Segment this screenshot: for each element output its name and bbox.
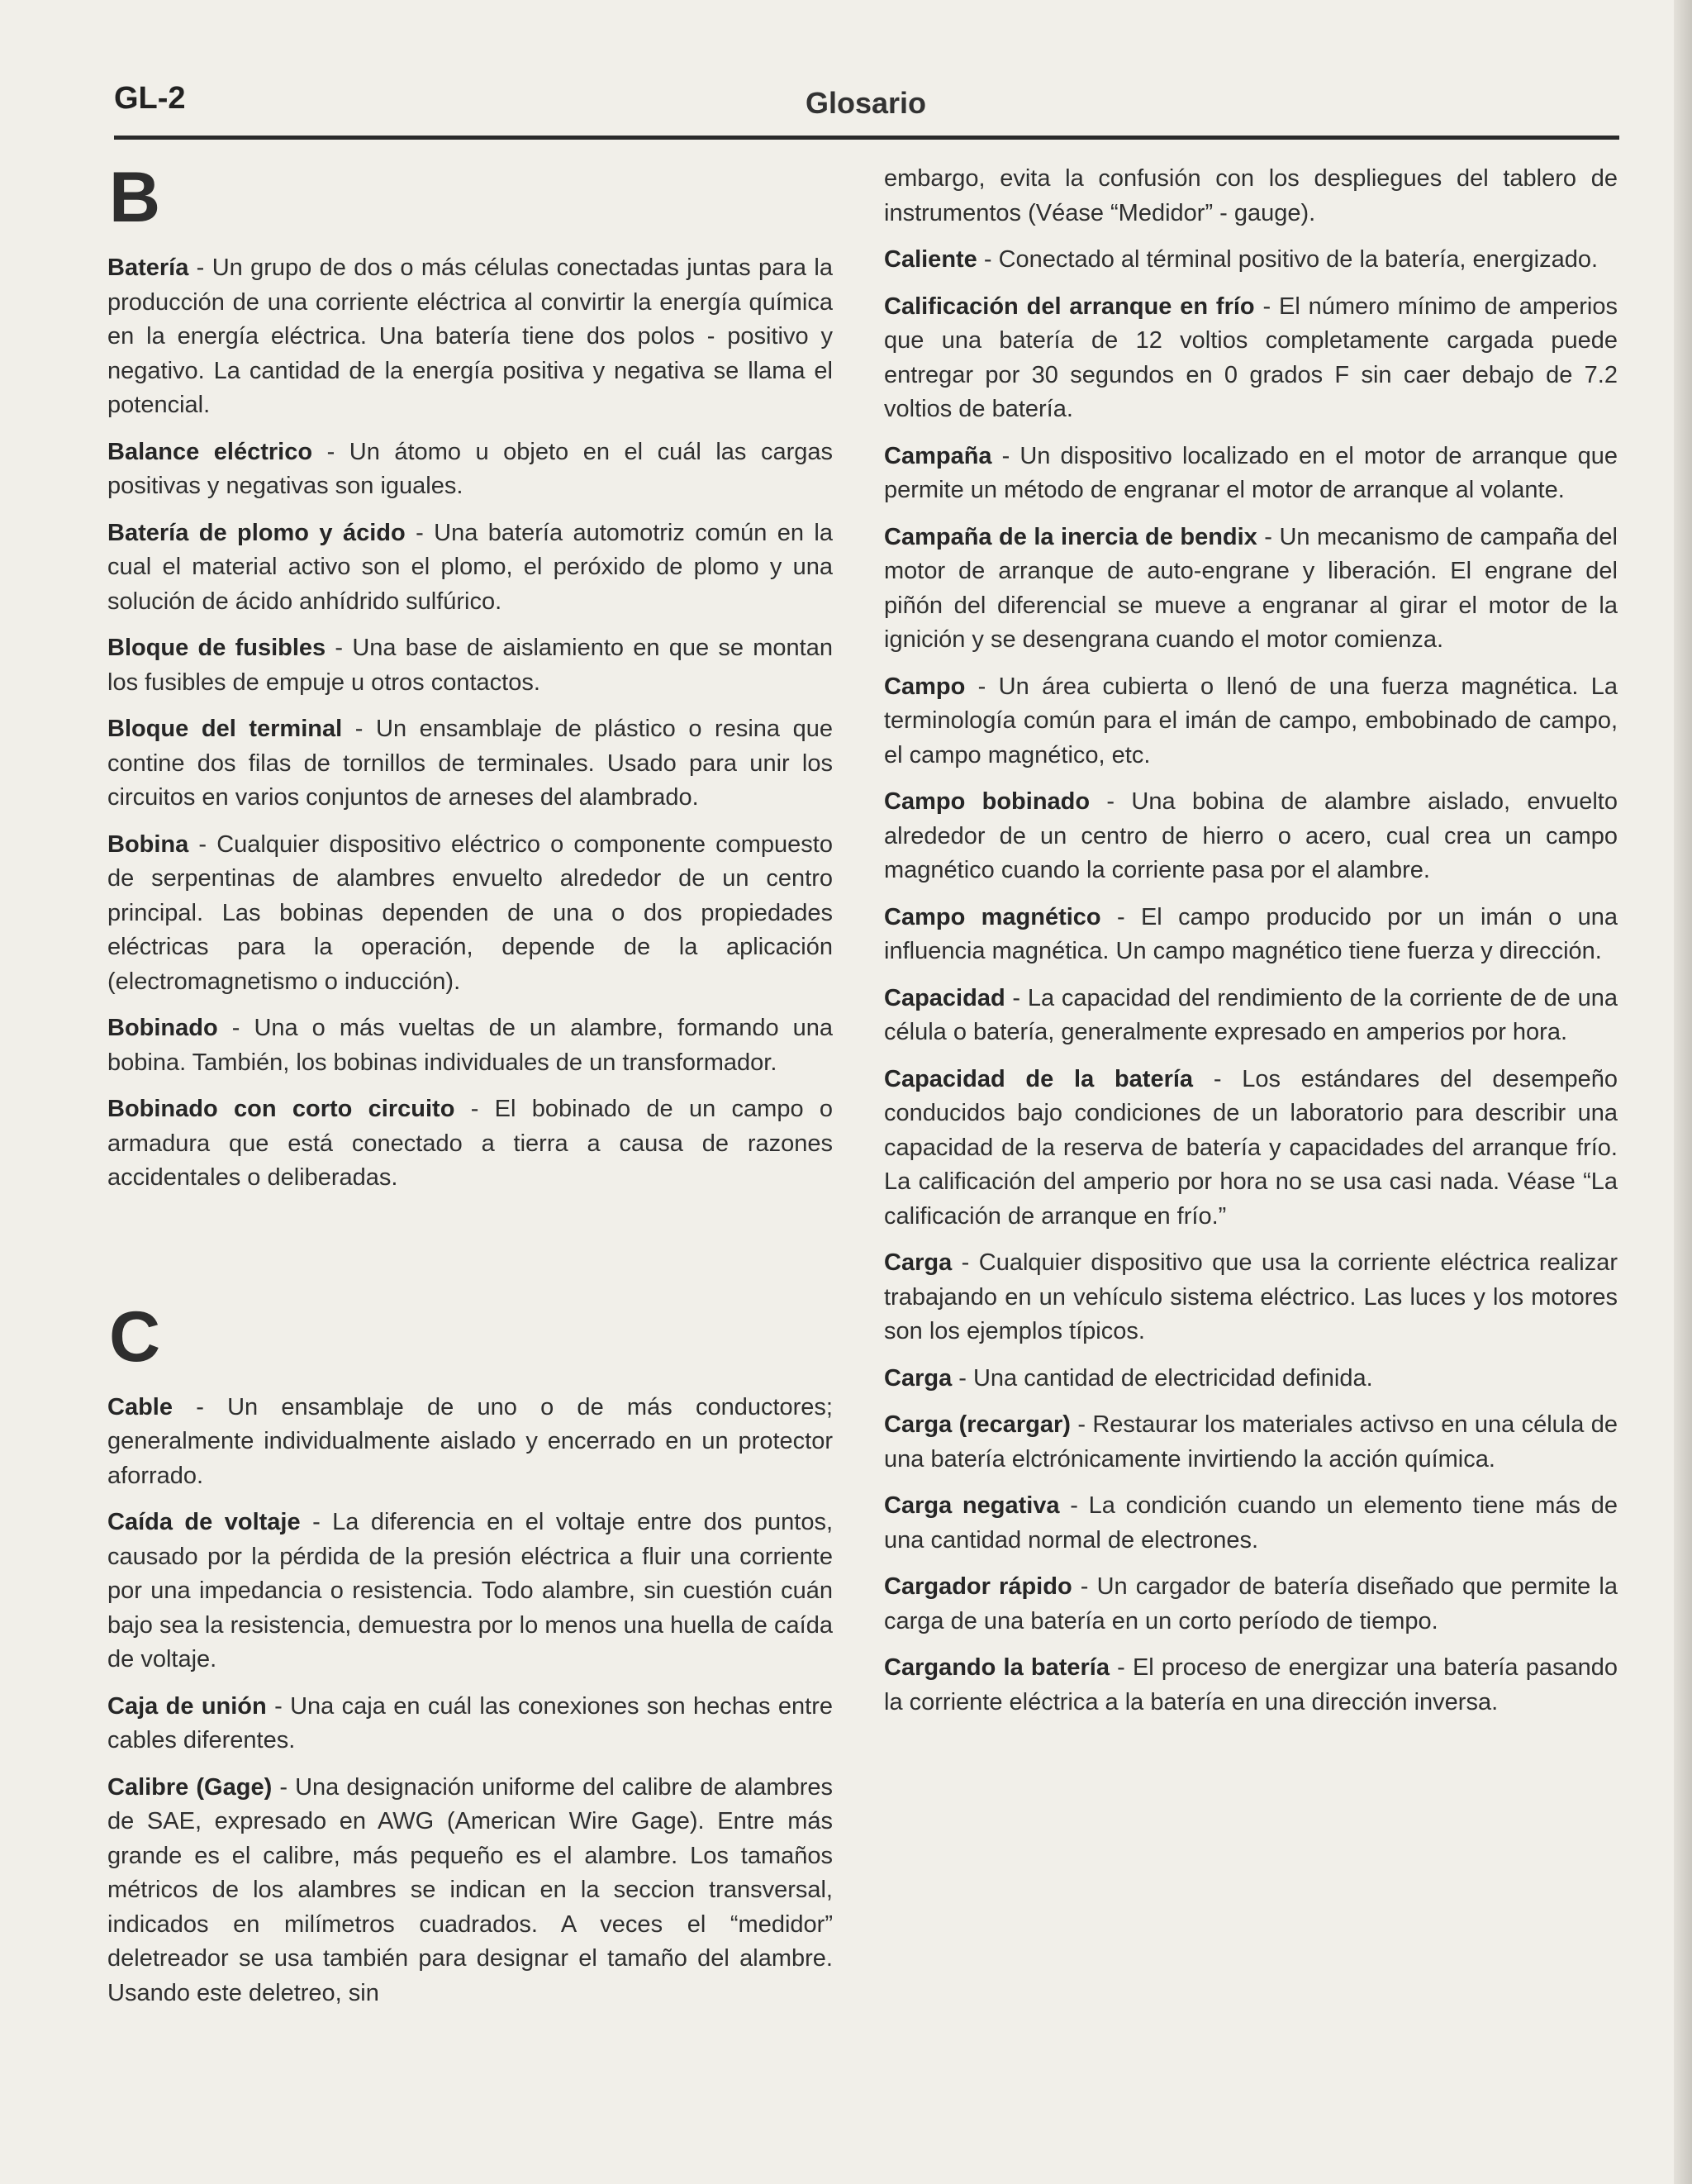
glossary-term: Campo magnético bbox=[884, 903, 1101, 930]
glossary-entry bbox=[107, 1771, 833, 2011]
glossary-term: Cargando la batería bbox=[884, 1654, 1110, 1681]
glossary-term: Campo bobinado bbox=[884, 788, 1091, 815]
glossary-term: Cable bbox=[107, 1393, 173, 1420]
entries-c bbox=[107, 1391, 833, 2011]
page-edge bbox=[1674, 0, 1692, 2184]
entries-b bbox=[107, 251, 833, 1196]
glossary-term: Campaña de la inercia de bendix bbox=[884, 523, 1257, 550]
glossary-term: Caliente bbox=[884, 246, 977, 273]
glossary-term: Bloque de fusibles bbox=[107, 635, 326, 661]
header-rule bbox=[114, 136, 1619, 140]
glossary-definition: - Los estándares del desempeño conducidos bajo condiciones de un laboratorio para describir una capacidad de la reserva de batería y capacidades del arranque frío. La calificación del amperio por hora no se usa casi nada. Véase “La calificación de arranque en frío.” bbox=[884, 1065, 1618, 1230]
glossary-entry bbox=[107, 1011, 833, 1080]
glossary-entry bbox=[107, 631, 833, 700]
glossary-entry bbox=[107, 712, 833, 816]
glossary-term: Carga bbox=[884, 1364, 953, 1392]
glossary-definition: - El número mínimo de amperios que una batería de 12 voltios completamente cargada puede entregar por 30 segundos en 0 grados F sin caer debajo de 7.2 voltios de batería. bbox=[884, 293, 1618, 422]
glossary-term: Bobinado con corto circuito bbox=[107, 1096, 455, 1122]
glossary-entry bbox=[884, 982, 1618, 1050]
glossary-definition: - Una o más vueltas de un alambre, formando una bobina. También, los bobinas individuales de un transformador. bbox=[107, 1015, 833, 1076]
glossary-entry bbox=[884, 290, 1618, 427]
page-title: Glosario bbox=[805, 86, 927, 120]
glossary-entry bbox=[884, 440, 1618, 508]
glossary-term: Bloque del terminal bbox=[107, 716, 343, 742]
glossary-term: Batería de plomo y ácido bbox=[107, 519, 406, 546]
glossary-entry bbox=[107, 1690, 833, 1758]
right-column bbox=[884, 162, 1618, 1732]
glossary-definition: - Un área cubierta o llenó de una fuerza magnética. La terminología común para el imán de campo, embobinado de campo, el campo magnético, etc. bbox=[884, 673, 1618, 768]
glossary-definition: - Un grupo de dos o más células conectadas juntas para la producción de una corriente eléctrica al convirtir la energía química en la energía eléctrica. Una batería tiene dos polos - positivo y negativo. La cantidad de la energía positiva y negativa se llama el potencial. bbox=[107, 255, 833, 418]
entries-right bbox=[884, 243, 1618, 1720]
glossary-term: Bobina bbox=[107, 830, 189, 858]
section-letter-b: B bbox=[109, 158, 161, 237]
glossary-term: Capacidad de la batería bbox=[884, 1065, 1194, 1092]
glossary-definition: - Una cantidad de electricidad definida. bbox=[952, 1364, 1373, 1392]
glossary-entry bbox=[107, 251, 833, 423]
glossary-term: Bobinado bbox=[107, 1015, 218, 1041]
page-header bbox=[114, 81, 1618, 131]
glossary-term: Caja de unión bbox=[107, 1692, 267, 1720]
glossary-entry bbox=[884, 521, 1618, 658]
glossary-definition: - Una base de aislamiento en que se montan los fusibles de empuje u otros contactos. bbox=[107, 635, 833, 696]
glossary-term: Calificación del arranque en frío bbox=[884, 293, 1255, 320]
glossary-definition: - Cualquier dispositivo que usa la corriente eléctrica realizar trabajando en un vehículo sistema eléctrico. Las luces y los motores son los ejemplos típicos. bbox=[884, 1249, 1618, 1344]
glossary-definition: - El proceso de energizar una batería pasando la corriente eléctrica a la batería en una dirección inversa. bbox=[884, 1654, 1618, 1715]
glossary-definition: - Un ensamblaje de uno o de más conductores; generalmente individualmente aislado y encerrado en un protector aforrado. bbox=[107, 1393, 833, 1489]
glossary-term: Caída de voltaje bbox=[107, 1509, 301, 1535]
glossary-definition: - La capacidad del rendimiento de la corriente de de una célula o batería, generalmente expresado en amperios por hora. bbox=[884, 984, 1618, 1045]
glossary-entry bbox=[884, 670, 1618, 773]
glossary-entry bbox=[107, 1506, 833, 1677]
glossary-entry bbox=[884, 1246, 1618, 1349]
glossary-term: Calibre (Gage) bbox=[107, 1773, 273, 1801]
glossary-entry bbox=[884, 1651, 1618, 1720]
glossary-definition: - Un átomo u objeto en el cuál las cargas positivas y negativas son iguales. bbox=[107, 438, 833, 499]
glossary-term: Carga bbox=[884, 1249, 953, 1276]
glossary-definition: - Cualquier dispositivo eléctrico o componente compuesto de serpentinas de alambres envuelto alrededor de un centro principal. Las bobinas dependen de una o dos propiedades eléctricas para la operación, depende de la aplicación (electromagnetismo o inducción). bbox=[107, 830, 833, 995]
glossary-term: Carga (recargar) bbox=[884, 1411, 1071, 1438]
glossary-definition: - Un cargador de batería diseñado que permite la carga de una batería en un corto período de tiempo. bbox=[884, 1573, 1618, 1634]
glossary-entry bbox=[107, 828, 833, 1000]
glossary-entry bbox=[884, 1362, 1618, 1397]
glossary-definition: - El campo producido por un imán o una influencia magnética. Un campo magnético tiene fuerza y dirección. bbox=[884, 903, 1618, 964]
glossary-term: Batería bbox=[107, 255, 189, 281]
glossary-term: Carga negativa bbox=[884, 1492, 1060, 1519]
glossary-definition: - Un ensamblaje de plástico o resina que contine dos filas de tornillos de terminales. Usado para unir los circuitos en varios conjuntos de arneses del alambrado. bbox=[107, 716, 833, 811]
continuation-text: embargo, evita la confusión con los despliegues del tablero de instrumentos (Véase “Medidor” - gauge). bbox=[884, 165, 1618, 226]
glossary-definition: - Una caja en cuál las conexiones son hechas entre cables diferentes. bbox=[107, 1692, 833, 1753]
glossary-entry bbox=[884, 1489, 1618, 1558]
glossary-entry bbox=[884, 1570, 1618, 1639]
glossary-entry bbox=[884, 901, 1618, 969]
glossary-term: Campo bbox=[884, 673, 966, 700]
glossary-entry bbox=[107, 435, 833, 504]
glossary-term: Capacidad bbox=[884, 984, 1005, 1011]
glossary-entry bbox=[884, 1063, 1618, 1235]
glossary-definition: - El bobinado de un campo o armadura que está conectado a tierra a causa de razones accidentales o deliberadas. bbox=[107, 1096, 834, 1191]
glossary-definition: - Una batería automotriz común en la cual el material activo son el plomo, el peróxido de plomo y una solución de ácido anhídrido sulfúrico. bbox=[107, 519, 833, 615]
section-letter-c: C bbox=[109, 1297, 161, 1377]
glossary-definition: - Conectado al términal positivo de la batería, energizado. bbox=[977, 246, 1599, 273]
glossary-term: Balance eléctrico bbox=[107, 438, 313, 465]
glossary-entry bbox=[884, 1408, 1618, 1477]
glossary-term: Campaña bbox=[884, 442, 992, 469]
glossary-definition: - La condición cuando un elemento tiene más de una cantidad normal de electrones. bbox=[884, 1492, 1618, 1554]
glossary-entry bbox=[884, 785, 1618, 888]
glossary-definition: - Un mecanismo de campaña del motor de arranque de auto-engrane y liberación. El engrane del piñón del diferencial se mueve a engranar al girar el motor de la ignición y se desengrana cuando el motor comienza. bbox=[884, 523, 1618, 653]
glossary-entry bbox=[107, 1092, 833, 1196]
glossary-entry bbox=[107, 1391, 833, 1494]
glossary-definition: - Una designación uniforme del calibre de alambres de SAE, expresado en AWG (American Wire Gage). Entre más grande es el calibre, más pequeño es el alambre. Los tamaños métricos de los alambres se indican en la seccion transversal, indicados en milímetros cuadrados. A veces el “medidor” deletreador se usa también para designar el tamaño del alambre. Usando este deletreo, sin bbox=[107, 1773, 833, 2006]
glossary-definition: - Una bobina de alambre aislado, envuelto alrededor de un centro de hierro o acero, cual crea un campo magnético cuando la corriente pasa por el alambre. bbox=[884, 788, 1618, 883]
page-number: GL-2 bbox=[114, 81, 186, 116]
glossary-definition: - La diferencia en el voltaje entre dos puntos, causado por la pérdida de la presión eléctrica a fluir una corriente por una impedancia o resistencia. Todo alambre, sin cuestión cuán bajo sea la resistencia, demuestra por lo menos una huella de caída de voltaje. bbox=[107, 1509, 833, 1672]
glossary-entry bbox=[107, 516, 833, 620]
glossary-definition: - Un dispositivo localizado en el motor de arranque que permite un método de engranar el motor de arranque al volante. bbox=[884, 442, 1618, 503]
glossary-entry bbox=[884, 243, 1618, 278]
left-column bbox=[107, 158, 834, 2023]
glossary-definition: - Restaurar los materiales activso en una célula de una batería elctrónicamente invirtiendo la acción química. bbox=[884, 1411, 1618, 1473]
glossary-term: Cargador rápido bbox=[884, 1573, 1072, 1600]
